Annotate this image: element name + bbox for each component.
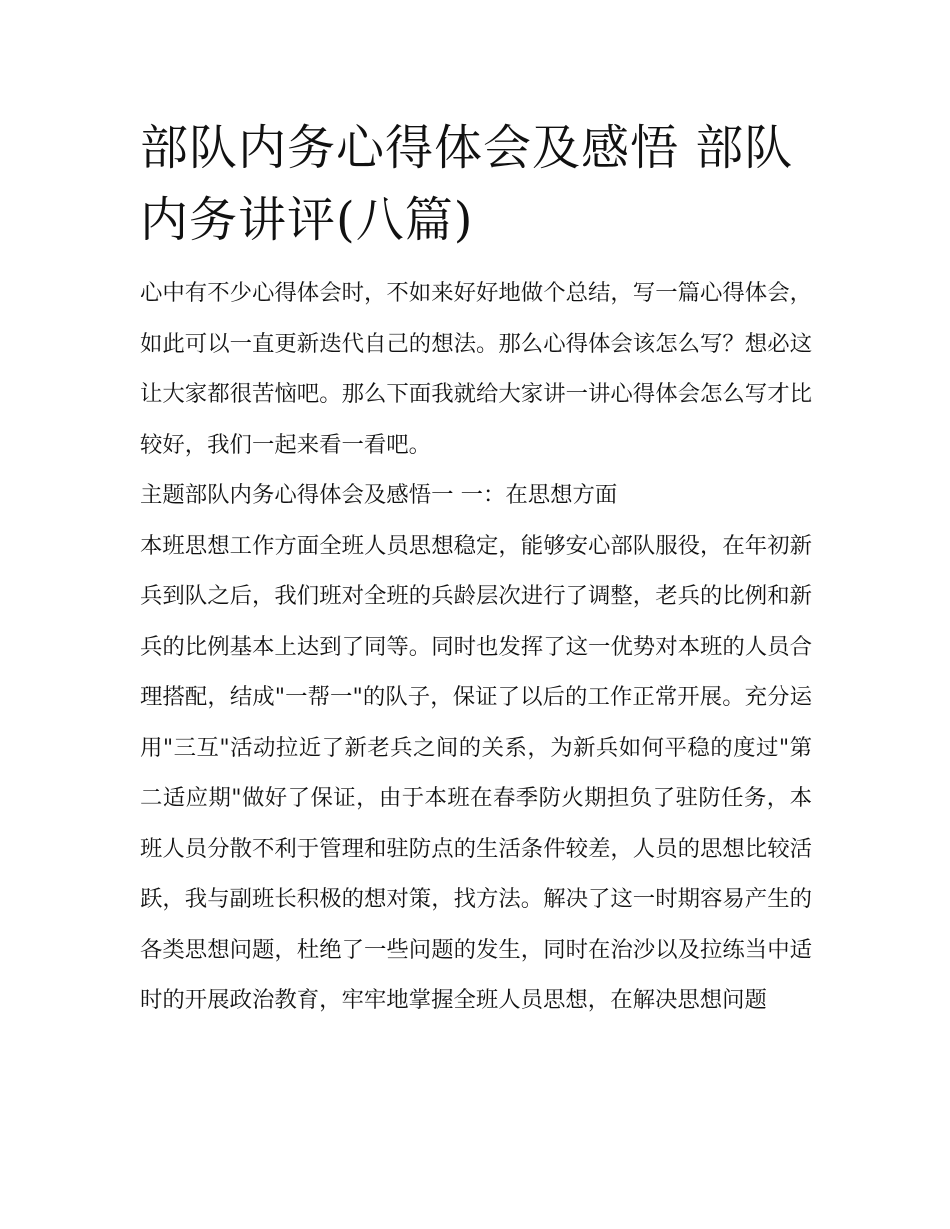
document-page — [140, 112, 812, 1026]
section-heading: 主题部队内务心得体会及感悟一 一：在思想方面 — [140, 482, 618, 508]
intro-paragraph: 心中有不少心得体会时，不如来好好地做个总结，写一篇心得体会，如此可以一直更新迭代自己的想法。那么心得体会该怎么写？想必这让大家都很苦恼吧。那么下面我就给大家讲一讲心得体会怎么写才比较好，我们一起来看一看吧。 — [140, 280, 812, 458]
document-title: 部队内务心得体会及感悟 部队内务讲评(八篇) — [140, 120, 794, 248]
body-paragraph: 本班思想工作方面全班人员思想稳定，能够安心部队服役，在年初新兵到队之后，我们班对全班的兵龄层次进行了调整，老兵的比例和新兵的比例基本上达到了同等。同时也发挥了这一优势对本班的人员合理搭配，结成"一帮一"的队子，保证了以后的工作正常开展。充分运用"三互"活动拉近了新老兵之间的关系，为新兵如何平稳的度过"第二适应期"做好了保证，由于本班在春季防火期担负了驻防任务，本班人员分散不利于管理和驻防点的生活条件较差，人员的思想比较活跃，我与副班长积极的想对策，找方法。解决了这一时期容易产生的各类思想问题，杜绝了一些问题的发生，同时在治沙以及拉练当中适时的开展政治教育，牢牢地掌握全班人员思想，在解决思想问题 — [140, 532, 812, 1013]
